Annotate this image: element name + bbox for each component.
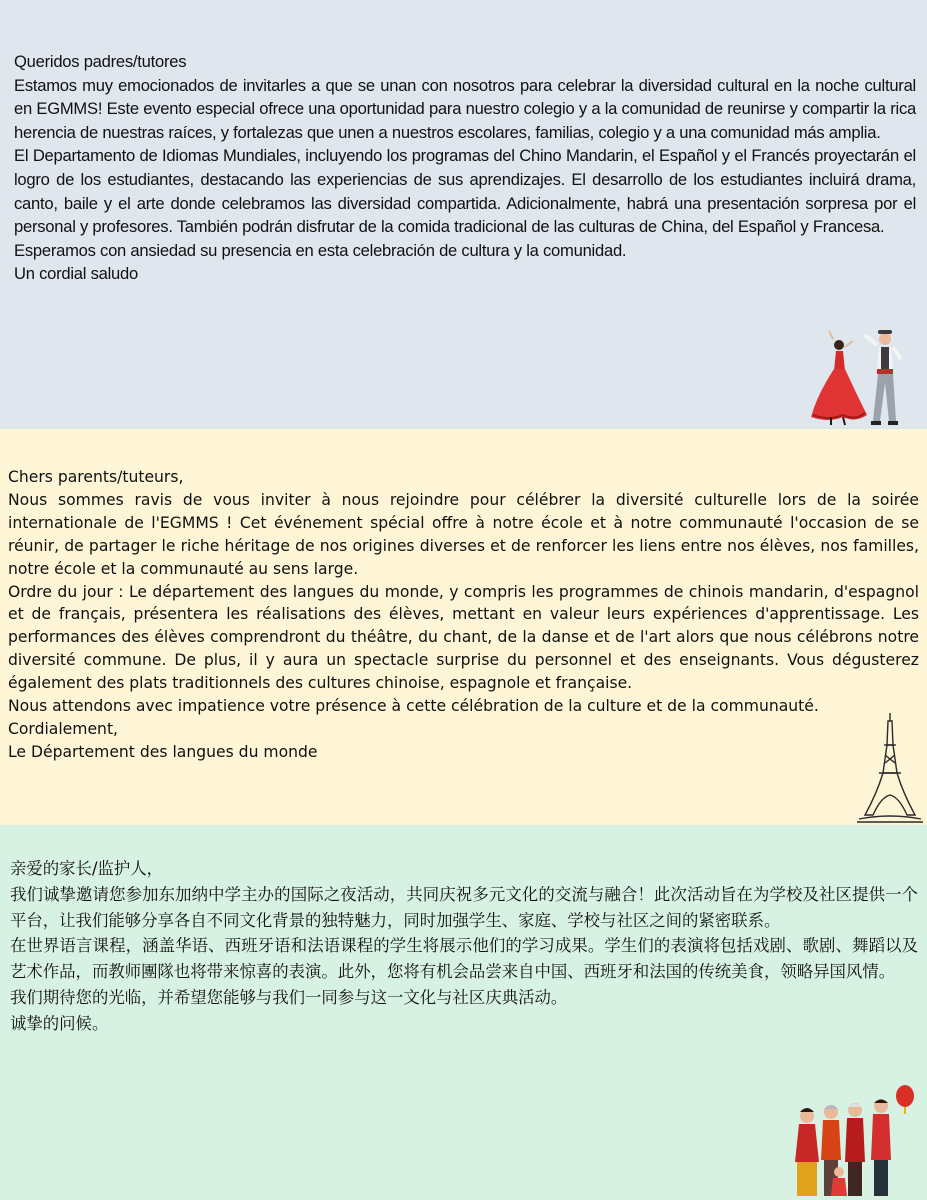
spanish-paragraph-1: Estamos muy emocionados de invitarles a que se unan con nosotros para celebrar la diversidad cultural en la noche cultural en EGMMS! Este evento especial ofrece una oportunidad para nuestro colegio y a la comunidad de reunirse y compartir la rica herencia de nuestras raíces, y fortalezas que unen a nuestros escolares, familias, colegio y a una comunidad más amplia. [14, 75, 916, 142]
chinese-paragraph-1: 我们诚挚邀请您参加东加纳中学主办的国际之夜活动，共同庆祝多元文化的交流与融合！此次活动旨在为学校及社区提供一个平台，让我们能够分享各自不同文化背景的独特魅力，同时加强学生、家庭、学校与社区之间的紧密联系。 [10, 884, 918, 930]
spanish-letter [14, 50, 916, 286]
eiffel-tower-illustration [855, 711, 925, 825]
french-greeting: Chers parents/tuteurs, [8, 468, 184, 486]
chinese-section [0, 825, 927, 1200]
spanish-greeting: Queridos padres/tutores [14, 52, 187, 71]
spanish-paragraph-2: El Departamento de Idiomas Mundiales, incluyendo los programas del Chino Mandarin, el Español y el Francés proyectarán el logro de los estudiantes, destacando las experiencias de sus aprendizajes. El desarrollo de los estudiantes incluirá drama, canto, baile y el arte donde celebramos las diversidad compartida. Adicionalmente, habrá una presentación sorpresa por el personal y profesores. También podrán disfrutar de la comida tradicional de las culturas de China, del Español y Francesa. [14, 146, 916, 237]
chinese-closing: 诚挚的问候。 [10, 1013, 109, 1033]
chinese-paragraph-2: 在世界语言课程，涵盖华语、西班牙语和法语课程的学生将展示他们的学习成果。学生们的表演将包括戏剧、歌剧、舞蹈以及艺术作品，而教师團隊也将带来惊喜的表演。此外，您将有机会品尝来自中国、西班牙和法国的传统美食，领略异国风情。 [10, 936, 918, 982]
flamenco-dancers-illustration [809, 325, 921, 429]
chinese-greeting: 亲爱的家长/监护人， [10, 859, 164, 878]
french-paragraph-2: Ordre du jour : Le département des langues du monde, y compris les programmes de chinois mandarin, d'espagnol et de français, présentera les réalisations des élèves, mettant en valeur leurs expériences d'apprentissage. Les performances des élèves comprendront du théâtre, du chant, de la danse et de l'art alors que nous célébrons notre diversité commune. De plus, il y aura un spectacle surprise du personnel et des enseignants. Vous dégusterez également des plats traditionnels des cultures chinoise, espagnole et française. [8, 582, 919, 693]
french-paragraph-3: Nous attendons avec impatience votre présence à cette célébration de la culture et de la communauté. [8, 697, 819, 716]
french-section [0, 429, 927, 825]
spanish-paragraph-3: Esperamos con ansiedad su presencia en esta celebración de cultura y la comunidad. [14, 240, 627, 260]
chinese-letter [10, 856, 918, 1037]
chinese-family-illustration [787, 1082, 919, 1200]
french-closing: Cordialement, [8, 719, 119, 738]
chinese-paragraph-3: 我们期待您的光临，并希望您能够与我们一同参与这一文化与社区庆典活动。 [10, 987, 568, 1007]
spanish-section [0, 0, 927, 429]
spanish-closing: Un cordial saludo [14, 264, 138, 284]
french-letter [8, 466, 919, 764]
french-paragraph-1: Nous sommes ravis de vous inviter à nous rejoindre pour célébrer la diversité culturelle lors de la soirée internationale de l'EGMMS ! Cet événement spécial offre à notre école et à notre communauté l'occasion de se réunir, de partager le riche héritage de nos origines diverses et de renforcer les liens entre nos élèves, nos familles, notre école et la communauté au sens large. [8, 490, 919, 578]
french-signature: Le Département des langues du monde [8, 742, 318, 761]
